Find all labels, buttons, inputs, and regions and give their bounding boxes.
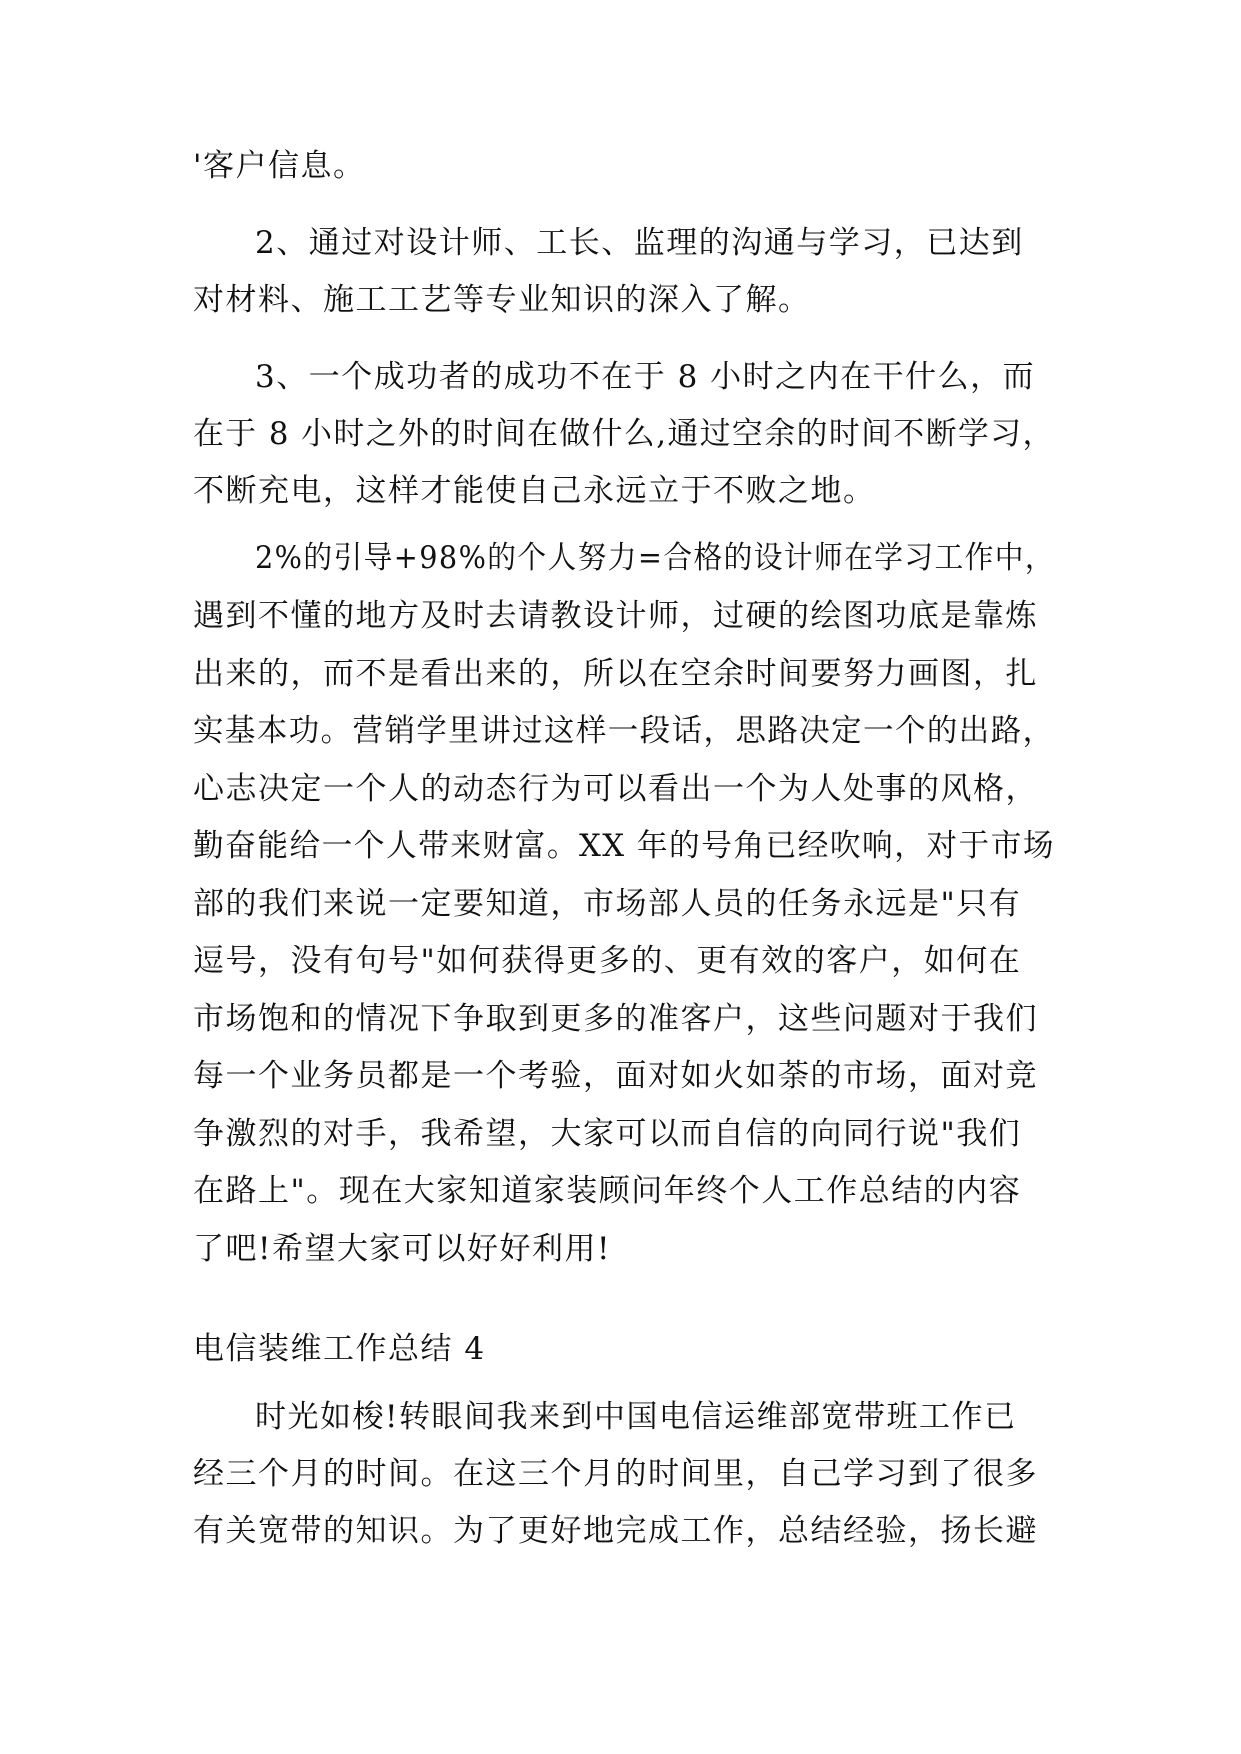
text-line: 2、通过对设计师、工长、监理的沟通与学习，已达到: [255, 225, 1024, 261]
text-line: 部的我们来说一定要知道，市场部人员的任务永远是"只有: [193, 886, 1022, 922]
text-line: 在于 8 小时之外的时间在做什么,通过空余的时间不断学习，: [193, 416, 1055, 452]
text-line: 逗号，没有句号"如何获得更多的、更有效的客户，如何在: [193, 943, 1022, 979]
text-line: 心志决定一个人的动态行为可以看出一个为人处事的风格，: [193, 771, 1038, 807]
text-line: 遇到不懂的地方及时去请教设计师，过硬的绘图功底是靠炼: [193, 598, 1038, 634]
text-line: 市场饱和的情况下争取到更多的准客户，这些问题对于我们: [193, 1001, 1038, 1037]
text-line: 时光如梭!转眼间我来到中国电信运维部宽带班工作已: [255, 1399, 1017, 1435]
text-line: 在路上"。现在大家知道家装顾问年终个人工作总结的内容: [193, 1173, 1022, 1209]
text-line: 争激烈的对手，我希望，大家可以而自信的向同行说"我们: [193, 1116, 1022, 1152]
text-line: 了吧!希望大家可以好好利用!: [193, 1231, 611, 1267]
text-line: 经三个月的时间。在这三个月的时间里，自己学习到了很多: [193, 1456, 1038, 1492]
text-line: 每一个业务员都是一个考验，面对如火如荼的市场，面对竞: [193, 1058, 1038, 1094]
text-line: 出来的，而不是看出来的，所以在空余时间要努力画图，扎: [193, 656, 1038, 692]
section-heading: 电信装维工作总结 4: [193, 1331, 486, 1367]
text-line: 不断充电，这样才能使自己永远立于不败之地。: [193, 473, 876, 509]
text-line: 3、一个成功者的成功不在于 8 小时之内在干什么，而: [255, 359, 1036, 395]
text-line: 有关宽带的知识。为了更好地完成工作，总结经验，扬长避: [193, 1513, 1038, 1549]
text-line: 对材料、施工工艺等专业知识的深入了解。: [193, 282, 811, 318]
text-line: 2%的引导+98%的个人努力=合格的设计师在学习工作中，: [255, 540, 1056, 576]
text-line: 勤奋能给一个人带来财富。XX 年的号角已经吹响，对于市场: [193, 828, 1056, 864]
text-line: 实基本功。营销学里讲过这样一段话，思路决定一个的出路，: [193, 713, 1055, 749]
text-line: '客户信息。: [193, 148, 366, 184]
